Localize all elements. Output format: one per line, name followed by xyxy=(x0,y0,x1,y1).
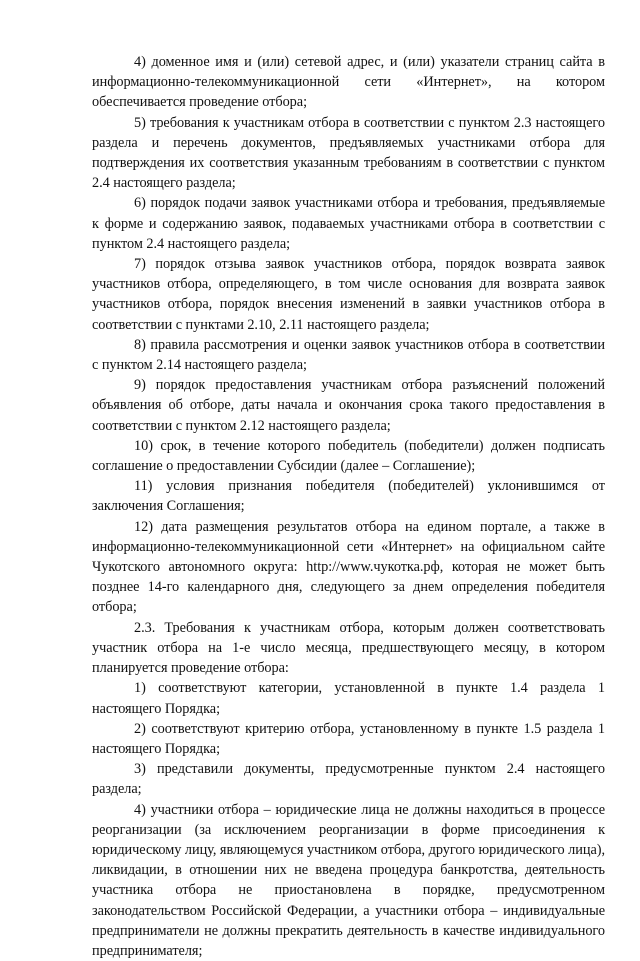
paragraph-section-2-3: 2.3. Требования к участникам отбора, которым должен соответствовать участник отбора на 1-е число месяца, предшествующего месяцу, в котором планируется проведение отбора: xyxy=(92,619,605,677)
paragraph-req-2-criterion: 2) соответствуют критерию отбора, установленному в пункте 1.5 раздела 1 настоящего Порядка; xyxy=(92,720,605,757)
paragraph-item-10-agreement-deadline: 10) срок, в течение которого победитель (победители) должен подписать соглашение о предоставлении Субсидии (далее – Соглашение); xyxy=(92,437,605,475)
paragraph-item-8-review-rules: 8) правила рассмотрения и оценки заявок участников отбора в соответствии с пунктом 2.14 настоящего раздела; xyxy=(92,336,605,374)
paragraph-item-5-requirements: 5) требования к участникам отбора в соответствии с пунктом 2.3 настоящего раздела и перечень документов, предъявляемых участниками отбора для подтверждения их соответствия указанным требованиям в соответствии с пунктом 2.4 настоящего раздела; xyxy=(92,114,605,192)
paragraph-req-4-legal-status: 4) участники отбора – юридические лица не должны находиться в процессе реорганизации (за исключением реорганизации в форме присоединения к юридическому лицу, являющемуся участником отбора, другого юридического лица), ликвидации, в отношении них не введена процедура банкротства, деятельность участника отбора не приостановлена в порядке, предусмотренном законодательством Российской Федерации, а участники отбора – индивидуальные предприниматели не должны прекратить деятельность в качестве индивидуального предпринимателя; xyxy=(92,801,605,959)
paragraph-item-4-domain: 4) доменное имя и (или) сетевой адрес, и (или) указатели страниц сайта в информационно-телекоммуникационной сети «Интернет», на котором обеспечивается проведение отбора; xyxy=(92,54,605,111)
paragraph-req-1-category: 1) соответствуют категории, установленной в пункте 1.4 раздела 1 настоящего Порядка; xyxy=(92,680,605,717)
paragraph-item-6-application-procedure: 6) порядок подачи заявок участниками отбора и требования, предъявляемые к форме и содержанию заявок, подаваемых участниками отбора в соответствии с пунктом 2.4 настоящего раздела; xyxy=(92,195,605,252)
paragraph-item-9-clarifications: 9) порядок предоставления участникам отбора разъяснений положений объявления об отборе, даты начала и окончания срока такого предоставления в соответствии с пунктом 2.12 настоящего раздела; xyxy=(92,377,605,434)
paragraph-item-11-evasion-conditions: 11) условия признания победителя (победителей) уклонившимся от заключения Соглашения; xyxy=(92,478,605,515)
paragraph-item-12-results-date: 12) дата размещения результатов отбора на едином портале, а также в информационно-телекоммуникационной сети «Интернет» на официальном сайте Чукотского автономного округа: http://www.чукотка.рф, которая не может быть позднее 14-го календарного дня, следующего за днем определения победителя отбора; xyxy=(92,518,605,616)
paragraph-req-3-documents: 3) представили документы, предусмотренные пунктом 2.4 настоящего раздела; xyxy=(92,761,605,798)
paragraph-item-7-withdrawal-procedure: 7) порядок отзыва заявок участников отбора, порядок возврата заявок участников отбора, определяющего, в том числе основания для возврата заявок участников отбора, порядок внесения изменений в заявки участников отбора в соответствии с пунктами 2.10, 2.11 настоящего раздела; xyxy=(92,256,605,333)
